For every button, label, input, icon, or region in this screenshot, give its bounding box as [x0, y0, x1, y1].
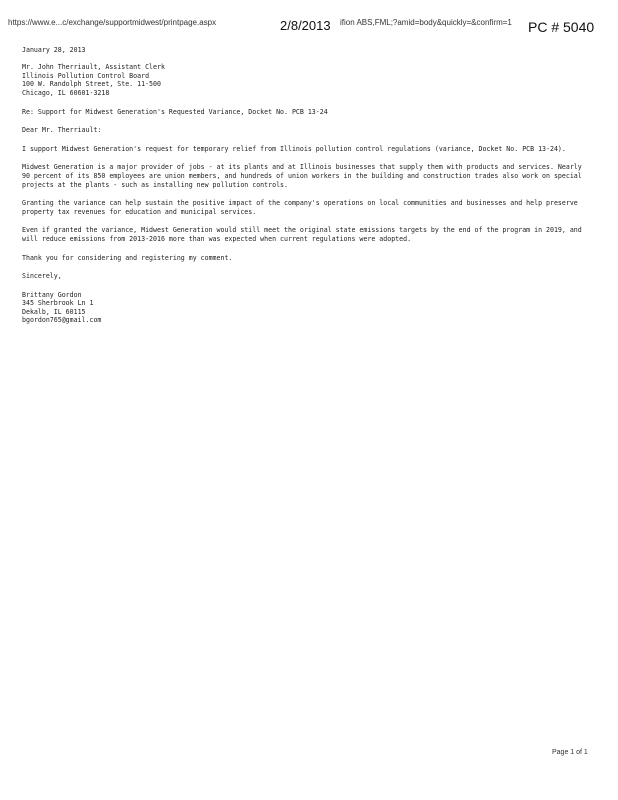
salutation: Dear Mr. Therriault:	[22, 126, 102, 135]
recipient-line: Illinois Pollution Control Board	[22, 71, 150, 80]
public-comment-number: PC # 5040	[528, 19, 595, 35]
fax-header	[0, 0, 618, 40]
paragraph: Thank you for considering and registering my comment.	[22, 253, 233, 262]
sender-line: 345 Sherbrook Ln 1	[22, 299, 94, 308]
page-number: Page 1 of 1	[552, 749, 588, 756]
closing: Sincerely,	[22, 272, 62, 281]
sender-line: Dekalb, IL 60115	[22, 307, 86, 316]
sender-block	[22, 291, 592, 325]
header-date: 2/8/2013	[280, 18, 331, 33]
header-url-right: ifion ABS,FML;?amid=body&quickly=&confirm=1	[340, 18, 512, 27]
sender-line: Brittany Gordon	[22, 290, 82, 299]
sender-line: bgordon765@gmail.com	[22, 316, 102, 325]
recipient-line: Mr. John Therriault, Assistant Clerk	[22, 63, 165, 72]
recipient-line: 100 W. Randolph Street, Ste. 11-500	[22, 80, 161, 89]
recipient-address	[22, 63, 592, 97]
letter-body	[22, 46, 592, 325]
recipient-line: Chicago, IL 60601-3218	[22, 88, 110, 97]
paragraph: Midwest Generation is a major provider of jobs - at its plants and at Illinois businesses that supply them with products and services. Nearly 90 percent of its 850 employees are union members, and hundreds of union workers in the building and construction trades also work on special projects at the plants - such as installing new pollution controls.	[22, 163, 582, 189]
paragraph: Even if granted the variance, Midwest Generation would still meet the original state emissions targets by the end of the program in 2019, and will reduce emissions from 2013-2016 more than was expected when current regulations were adopted.	[22, 226, 582, 243]
letter-date: January 28, 2013	[22, 46, 86, 54]
header-url-left: https://www.e...c/exchange/supportmidwest/printpage.aspx	[8, 18, 217, 27]
paragraph: I support Midwest Generation's request for temporary relief from Illinois pollution control regulations (variance, Docket No. PCB 13-24).	[22, 144, 566, 153]
letter-subject: Re: Support for Midwest Generation's Requested Variance, Docket No. PCB 13-24	[22, 107, 328, 116]
paragraph: Granting the variance can help sustain the positive impact of the company's operations on local communities and businesses and help preserve property tax revenues for education and municipal services.	[22, 199, 578, 216]
